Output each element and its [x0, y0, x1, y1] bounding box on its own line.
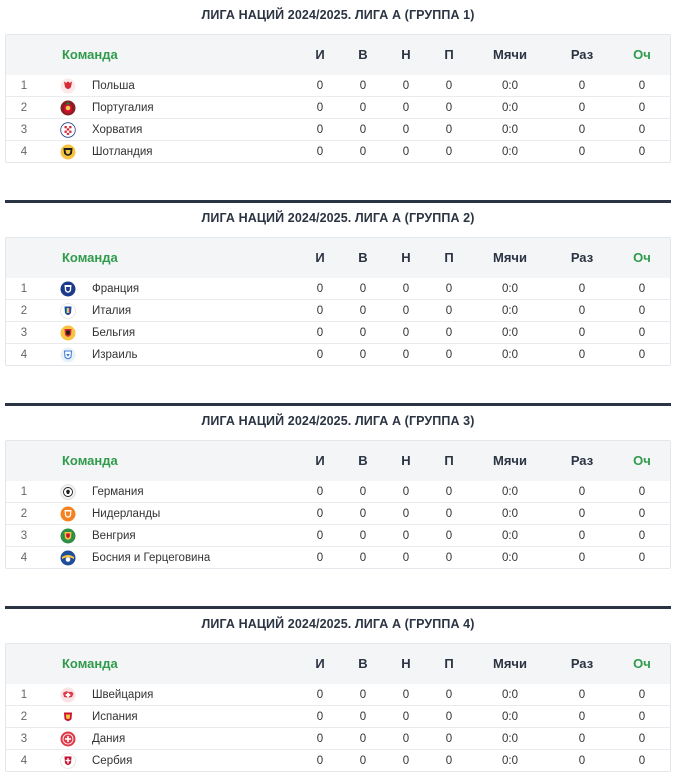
losses: 0	[445, 689, 453, 701]
table-header	[6, 35, 670, 75]
team-name-link[interactable]: Босния и Герцеговина	[92, 552, 211, 564]
points: 0	[638, 486, 646, 498]
table-row	[6, 525, 670, 547]
header-draws[interactable]: Н	[401, 656, 411, 671]
goals: 0:0	[502, 146, 518, 158]
goal-diff: 0	[578, 305, 586, 317]
goals: 0:0	[502, 711, 518, 723]
header-games[interactable]: И	[315, 250, 325, 265]
wins: 0	[359, 530, 367, 542]
header-points[interactable]: Оч	[633, 656, 651, 671]
group-title: ЛИГА НАЦИЙ 2024/2025. ЛИГА А (ГРУППА 3)	[201, 414, 475, 428]
goals: 0:0	[502, 327, 518, 339]
table-row	[6, 750, 670, 772]
losses: 0	[445, 508, 453, 520]
table-row	[6, 300, 670, 322]
goal-diff: 0	[578, 102, 586, 114]
draws: 0	[402, 146, 410, 158]
losses: 0	[445, 124, 453, 136]
games: 0	[316, 283, 324, 295]
table-row	[6, 547, 670, 569]
header-games[interactable]: И	[315, 453, 325, 468]
header-wins[interactable]: В	[358, 47, 368, 62]
header-goals[interactable]: Мячи	[493, 250, 527, 265]
switzerland-flag-icon	[60, 687, 76, 703]
team-name-link[interactable]: Бельгия	[92, 327, 136, 339]
losses: 0	[445, 733, 453, 745]
wins: 0	[359, 102, 367, 114]
losses: 0	[445, 349, 453, 361]
games: 0	[316, 305, 324, 317]
rank: 4	[20, 755, 28, 767]
header-draws[interactable]: Н	[401, 47, 411, 62]
wins: 0	[359, 283, 367, 295]
wins: 0	[359, 552, 367, 564]
table-row	[6, 119, 670, 141]
group-title: ЛИГА НАЦИЙ 2024/2025. ЛИГА А (ГРУППА 2)	[201, 211, 475, 225]
losses: 0	[445, 530, 453, 542]
team-name-link[interactable]: Сербия	[92, 755, 133, 767]
hungary-flag-icon	[60, 528, 76, 544]
goal-diff: 0	[578, 486, 586, 498]
table-row	[6, 322, 670, 344]
header-wins[interactable]: В	[358, 250, 368, 265]
standings-table	[5, 440, 671, 569]
header-diff[interactable]: Раз	[570, 47, 594, 62]
header-goals[interactable]: Мячи	[493, 656, 527, 671]
group-title: ЛИГА НАЦИЙ 2024/2025. ЛИГА А (ГРУППА 4)	[201, 617, 475, 631]
points: 0	[638, 711, 646, 723]
draws: 0	[402, 283, 410, 295]
header-diff[interactable]: Раз	[570, 656, 594, 671]
games: 0	[316, 349, 324, 361]
losses: 0	[445, 102, 453, 114]
header-losses[interactable]: П	[444, 47, 454, 62]
games: 0	[316, 508, 324, 520]
draws: 0	[402, 80, 410, 92]
losses: 0	[445, 486, 453, 498]
header-games[interactable]: И	[315, 656, 325, 671]
losses: 0	[445, 711, 453, 723]
goal-diff: 0	[578, 508, 586, 520]
losses: 0	[445, 327, 453, 339]
wins: 0	[359, 733, 367, 745]
wins: 0	[359, 146, 367, 158]
rank: 3	[20, 124, 28, 136]
team-name-link[interactable]: Испания	[92, 711, 138, 723]
points: 0	[638, 755, 646, 767]
draws: 0	[402, 327, 410, 339]
table-row	[6, 481, 670, 503]
wins: 0	[359, 327, 367, 339]
table-row	[6, 728, 670, 750]
table-row	[6, 684, 670, 706]
rank: 1	[20, 283, 28, 295]
games: 0	[316, 711, 324, 723]
table-row	[6, 706, 670, 728]
goals: 0:0	[502, 530, 518, 542]
points: 0	[638, 689, 646, 701]
header-points[interactable]: Оч	[633, 250, 651, 265]
games: 0	[316, 80, 324, 92]
points: 0	[638, 305, 646, 317]
header-team[interactable]: Команда	[62, 453, 118, 468]
goals: 0:0	[502, 80, 518, 92]
rank: 3	[20, 530, 28, 542]
games: 0	[316, 327, 324, 339]
losses: 0	[445, 552, 453, 564]
points: 0	[638, 327, 646, 339]
poland-flag-icon	[60, 78, 76, 94]
team-name-link[interactable]: Шотландия	[92, 146, 153, 158]
goals: 0:0	[502, 755, 518, 767]
team-name-link[interactable]: Португалия	[92, 102, 154, 114]
header-goals[interactable]: Мячи	[493, 453, 527, 468]
draws: 0	[402, 733, 410, 745]
goal-diff: 0	[578, 689, 586, 701]
team-name-link[interactable]: Франция	[92, 283, 140, 295]
portugal-flag-icon	[60, 100, 76, 116]
team-name-link[interactable]: Хорватия	[92, 124, 143, 136]
goal-diff: 0	[578, 349, 586, 361]
goals: 0:0	[502, 102, 518, 114]
points: 0	[638, 283, 646, 295]
goals: 0:0	[502, 552, 518, 564]
goal-diff: 0	[578, 552, 586, 564]
wins: 0	[359, 124, 367, 136]
points: 0	[638, 80, 646, 92]
draws: 0	[402, 349, 410, 361]
draws: 0	[402, 530, 410, 542]
points: 0	[638, 530, 646, 542]
rank: 4	[20, 552, 28, 564]
goals: 0:0	[502, 508, 518, 520]
points: 0	[638, 124, 646, 136]
belgium-flag-icon	[60, 325, 76, 341]
wins: 0	[359, 80, 367, 92]
losses: 0	[445, 283, 453, 295]
games: 0	[316, 486, 324, 498]
games: 0	[316, 733, 324, 745]
games: 0	[316, 552, 324, 564]
draws: 0	[402, 711, 410, 723]
header-points[interactable]: Оч	[633, 453, 651, 468]
draws: 0	[402, 689, 410, 701]
header-wins[interactable]: В	[358, 656, 368, 671]
goals: 0:0	[502, 283, 518, 295]
header-losses[interactable]: П	[444, 656, 454, 671]
table-header	[6, 238, 670, 278]
rank: 2	[20, 305, 28, 317]
goal-diff: 0	[578, 733, 586, 745]
goals: 0:0	[502, 349, 518, 361]
wins: 0	[359, 486, 367, 498]
header-draws[interactable]: Н	[401, 453, 411, 468]
wins: 0	[359, 349, 367, 361]
goals: 0:0	[502, 486, 518, 498]
rank: 1	[20, 486, 28, 498]
team-name-link[interactable]: Нидерланды	[92, 508, 161, 520]
draws: 0	[402, 552, 410, 564]
games: 0	[316, 102, 324, 114]
rank: 2	[20, 102, 28, 114]
header-team[interactable]: Команда	[62, 250, 118, 265]
france-flag-icon	[60, 281, 76, 297]
header-team[interactable]: Команда	[62, 656, 118, 671]
points: 0	[638, 102, 646, 114]
wins: 0	[359, 755, 367, 767]
points: 0	[638, 146, 646, 158]
goal-diff: 0	[578, 146, 586, 158]
rank: 3	[20, 327, 28, 339]
rank: 1	[20, 80, 28, 92]
losses: 0	[445, 755, 453, 767]
wins: 0	[359, 508, 367, 520]
goal-diff: 0	[578, 327, 586, 339]
team-name-link[interactable]: Германия	[92, 486, 144, 498]
team-name-link[interactable]: Дания	[92, 733, 126, 745]
losses: 0	[445, 146, 453, 158]
team-name-link[interactable]: Израиль	[92, 349, 138, 361]
goals: 0:0	[502, 305, 518, 317]
losses: 0	[445, 305, 453, 317]
group-title: ЛИГА НАЦИЙ 2024/2025. ЛИГА А (ГРУППА 1)	[201, 8, 475, 22]
draws: 0	[402, 124, 410, 136]
header-team[interactable]: Команда	[62, 47, 118, 62]
team-name-link[interactable]: Италия	[92, 305, 132, 317]
points: 0	[638, 552, 646, 564]
points: 0	[638, 733, 646, 745]
table-row	[6, 141, 670, 163]
table-row	[6, 344, 670, 366]
draws: 0	[402, 508, 410, 520]
croatia-flag-icon	[60, 122, 76, 138]
netherlands-flag-icon	[60, 506, 76, 522]
games: 0	[316, 124, 324, 136]
header-points[interactable]: Оч	[633, 47, 651, 62]
table-header	[6, 644, 670, 684]
denmark-flag-icon	[60, 731, 76, 747]
bosnia-flag-icon	[60, 550, 76, 566]
standings-table	[5, 34, 671, 163]
standings-table	[5, 237, 671, 366]
rank: 4	[20, 146, 28, 158]
table-row	[6, 278, 670, 300]
draws: 0	[402, 486, 410, 498]
losses: 0	[445, 80, 453, 92]
draws: 0	[402, 102, 410, 114]
israel-flag-icon	[60, 347, 76, 363]
table-row	[6, 75, 670, 97]
goal-diff: 0	[578, 124, 586, 136]
draws: 0	[402, 305, 410, 317]
table-row	[6, 97, 670, 119]
goals: 0:0	[502, 689, 518, 701]
draws: 0	[402, 755, 410, 767]
header-diff[interactable]: Раз	[570, 250, 594, 265]
header-losses[interactable]: П	[444, 453, 454, 468]
goal-diff: 0	[578, 80, 586, 92]
goal-diff: 0	[578, 711, 586, 723]
rank: 2	[20, 508, 28, 520]
points: 0	[638, 349, 646, 361]
goal-diff: 0	[578, 283, 586, 295]
rank: 3	[20, 733, 28, 745]
standings-table	[5, 643, 671, 772]
header-goals[interactable]: Мячи	[493, 47, 527, 62]
games: 0	[316, 755, 324, 767]
table-row	[6, 503, 670, 525]
scotland-flag-icon	[60, 144, 76, 160]
table-header	[6, 441, 670, 481]
games: 0	[316, 530, 324, 542]
wins: 0	[359, 711, 367, 723]
wins: 0	[359, 689, 367, 701]
points: 0	[638, 508, 646, 520]
header-losses[interactable]: П	[444, 250, 454, 265]
games: 0	[316, 146, 324, 158]
goal-diff: 0	[578, 530, 586, 542]
goals: 0:0	[502, 733, 518, 745]
italy-flag-icon	[60, 303, 76, 319]
germany-flag-icon	[60, 484, 76, 500]
rank: 4	[20, 349, 28, 361]
spain-flag-icon	[60, 709, 76, 725]
goal-diff: 0	[578, 755, 586, 767]
team-name-link[interactable]: Швейцария	[92, 689, 154, 701]
wins: 0	[359, 305, 367, 317]
rank: 2	[20, 711, 28, 723]
header-draws[interactable]: Н	[401, 250, 411, 265]
team-name-link[interactable]: Польша	[92, 80, 135, 92]
header-wins[interactable]: В	[358, 453, 368, 468]
header-games[interactable]: И	[315, 47, 325, 62]
serbia-flag-icon	[60, 753, 76, 769]
header-diff[interactable]: Раз	[570, 453, 594, 468]
rank: 1	[20, 689, 28, 701]
goals: 0:0	[502, 124, 518, 136]
team-name-link[interactable]: Венгрия	[92, 530, 136, 542]
games: 0	[316, 689, 324, 701]
